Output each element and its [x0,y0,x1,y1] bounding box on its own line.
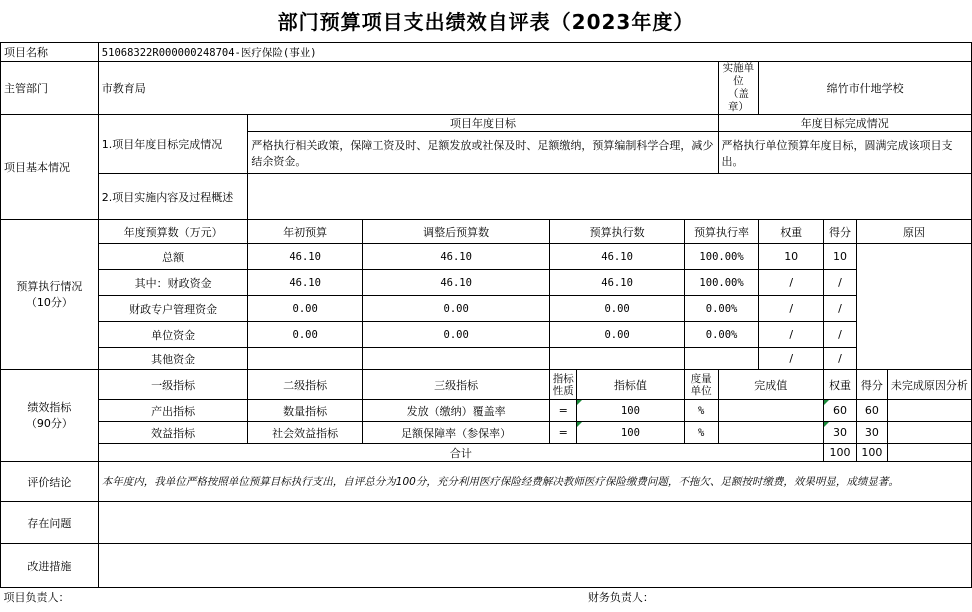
department-row [1,62,972,115]
budget-row-rate [684,348,759,370]
budget-row-label: 财政专户管理资金 [98,296,248,322]
perf-row-done [718,422,824,444]
perf-header-l3: 三级指标 [362,370,549,400]
budget-row-score: / [824,348,857,370]
finance-lead-label: 财务负责人： [550,588,972,606]
budget-header-reason: 原因 [856,220,971,244]
total-label: 合计 [98,444,823,462]
budget-row-initial: 46.10 [248,270,363,296]
item2-content [248,174,972,220]
perf-section-label: 绩效指标 （90分） [1,370,99,462]
perf-row-l1: 产出指标 [98,400,248,422]
issues-content [98,502,971,544]
budget-row [1,322,972,348]
budget-row-adjusted: 0.00 [362,322,549,348]
item1-label: 1.项目年度目标完成情况 [98,115,248,174]
budget-header-weight: 权重 [759,220,824,244]
budget-row-executed: 46.10 [550,244,684,270]
impl-unit-label: 实施单位 （盖章） [718,62,759,115]
budget-header-adjusted: 调整后预算数 [362,220,549,244]
budget-row-initial: 0.00 [248,322,363,348]
budget-header-initial: 年初预算 [248,220,363,244]
budget-row [1,244,972,270]
perf-row-l2: 数量指标 [248,400,363,422]
impl-unit-value: 绵竹市什地学校 [759,62,972,115]
budget-row-score: / [824,270,857,296]
dept-value: 市教育局 [98,62,718,115]
perf-row-reason [887,400,971,422]
budget-row-initial: 46.10 [248,244,363,270]
budget-row [1,348,972,370]
budget-row-adjusted: 46.10 [362,244,549,270]
budget-row-initial: 0.00 [248,296,363,322]
budget-header-executed: 预算执行数 [550,220,684,244]
target-completion-header: 年度目标完成情况 [718,115,971,132]
budget-section-label: 预算执行情况 （10分） [1,220,99,370]
perf-header-value: 指标值 [577,370,685,400]
issues-row [1,502,972,544]
budget-header-score: 得分 [824,220,857,244]
budget-row-label: 单位资金 [98,322,248,348]
budget-header-category: 年度预算数（万元） [98,220,248,244]
perf-row-unit: % [684,400,718,422]
perf-header-weight: 权重 [824,370,857,400]
perf-row-done [718,400,824,422]
budget-row-rate: 0.00% [684,322,759,348]
budget-row-adjusted: 0.00 [362,296,549,322]
budget-row-executed [550,348,684,370]
measures-content [98,544,971,588]
budget-row-executed: 46.10 [550,270,684,296]
perf-header-nature: 指标 性质 [550,370,577,400]
conclusion-label: 评价结论 [1,462,99,502]
perf-row-nature: = [550,400,577,422]
project-name-row [1,43,972,62]
budget-row-label: 总额 [98,244,248,270]
perf-row-value: 100 [577,422,685,444]
perf-row [1,422,972,444]
conclusion-row [1,462,972,502]
item2-label: 2.项目实施内容及过程概述 [98,174,248,220]
total-row [1,444,972,462]
budget-row [1,270,972,296]
budget-row-rate: 0.00% [684,296,759,322]
perf-header-score: 得分 [856,370,887,400]
budget-row-score: 10 [824,244,857,270]
perf-row-weight: 60 [824,400,857,422]
perf-row-weight: 30 [824,422,857,444]
budget-header-rate: 预算执行率 [684,220,759,244]
perf-row-l3: 足额保障率（参保率） [362,422,549,444]
budget-row-initial [248,348,363,370]
perf-header-l2: 二级指标 [248,370,363,400]
project-lead-label: 项目负责人： [1,588,550,606]
item2-row [1,174,972,220]
item1-target: 严格执行相关政策，保障工资及时、足额发放或社保及时、足额缴纳，预算编制科学合理，减少结余资金。 [248,132,718,174]
perf-row-unit: % [684,422,718,444]
perf-header-l1: 一级指标 [98,370,248,400]
item1-completion: 严格执行单位预算年度目标，圆满完成该项目支出。 [718,132,971,174]
perf-row-l2: 社会效益指标 [248,422,363,444]
dept-label: 主管部门 [1,62,99,115]
perf-header-reason: 未完成原因分析 [887,370,971,400]
budget-header-row [1,220,972,244]
evaluation-table [0,42,972,606]
perf-row [1,400,972,422]
basic-info-header-row [1,115,972,132]
annual-target-header: 项目年度目标 [248,115,718,132]
budget-row-score: / [824,322,857,348]
budget-row-rate: 100.00% [684,270,759,296]
budget-row-adjusted [362,348,549,370]
perf-row-l1: 效益指标 [98,422,248,444]
perf-row-value: 100 [577,400,685,422]
issues-label: 存在问题 [1,502,99,544]
budget-row-executed: 0.00 [550,296,684,322]
budget-row-label: 其中：财政资金 [98,270,248,296]
perf-header-done: 完成值 [718,370,824,400]
budget-row-weight: / [759,296,824,322]
budget-row-weight: 10 [759,244,824,270]
budget-row-executed: 0.00 [550,322,684,348]
project-name-label: 项目名称 [1,43,99,62]
total-score: 100 [856,444,887,462]
budget-row-score: / [824,296,857,322]
perf-header-unit: 度量 单位 [684,370,718,400]
budget-reason-cell [856,244,971,370]
budget-row-rate: 100.00% [684,244,759,270]
perf-row-score: 60 [856,400,887,422]
footer-row [1,588,972,606]
perf-row-score: 30 [856,422,887,444]
project-name-value: 51068322R000000248704-医疗保险(事业) [98,43,971,62]
budget-row-label: 其他资金 [98,348,248,370]
perf-row-nature: = [550,422,577,444]
perf-header-row [1,370,972,400]
basic-info-label: 项目基本情况 [1,115,99,220]
budget-row-adjusted: 46.10 [362,270,549,296]
budget-row-weight: / [759,270,824,296]
perf-row-reason [887,422,971,444]
measures-row [1,544,972,588]
page-title: 部门预算项目支出绩效自评表（2023年度） [277,10,695,34]
budget-row-weight: / [759,348,824,370]
conclusion-text: 本年度内，我单位严格按照单位预算目标执行支出，自评总分为100分，充分利用医疗保险经费解决教师医疗保险缴费问题，不拖欠、足额按时缴费，效果明显，成绩显著。 [98,462,971,502]
perf-row-l3: 发放（缴纳）覆盖率 [362,400,549,422]
total-reason [887,444,971,462]
measures-label: 改进措施 [1,544,99,588]
budget-row [1,296,972,322]
budget-row-weight: / [759,322,824,348]
total-weight: 100 [824,444,857,462]
